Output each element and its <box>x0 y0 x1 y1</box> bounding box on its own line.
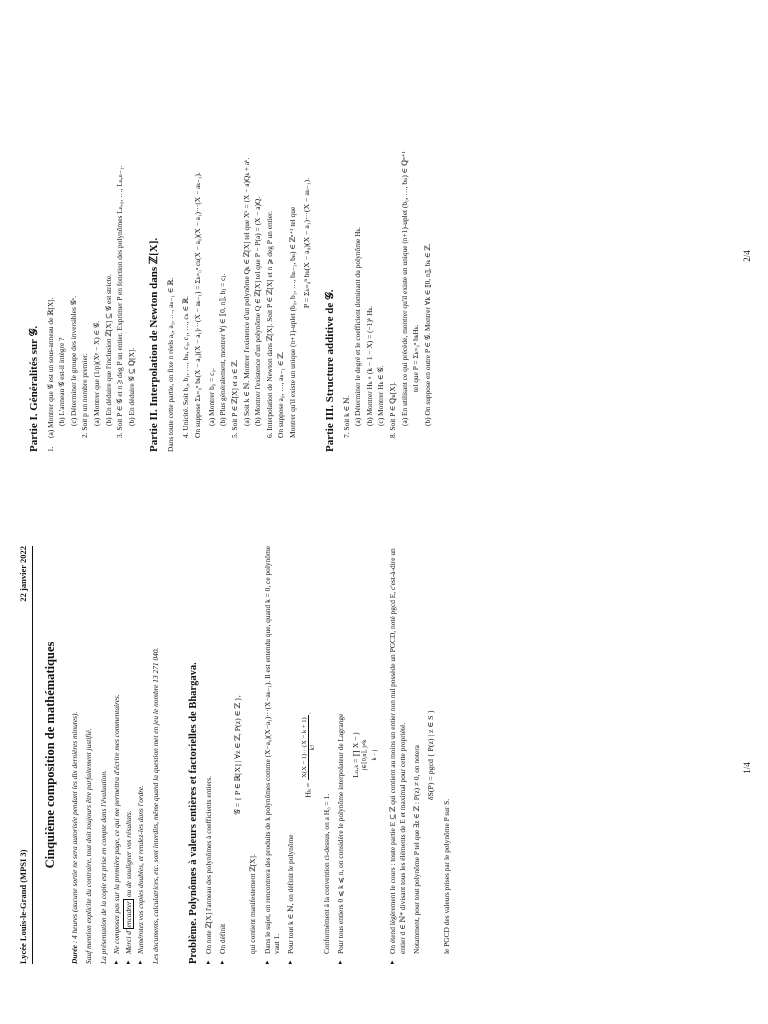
problem-title: Problème. Polynômes à valeurs entières et factorielles de Bhargava. <box>187 662 199 964</box>
question-3: 3. Soit P ∈ 𝒢 et n ⩾ deg P un entier. Exprimer P en fonction des polynômes Lₙ,₀, …, Lₙ,ₙ₋₁. <box>115 165 125 438</box>
subquestion: (a) Montrer que (1/p)(Xᵖ − X) ∈ 𝒢. <box>91 320 101 426</box>
question-text: (a) Montrer que 𝒢 est un sous-anneau de ℝ[X]. <box>45 297 55 438</box>
newton-formula: P = Σₖ₌₀ⁿ bₖ(X − a₀)(X − a₁)···(X − aₖ₋₁). <box>302 177 312 309</box>
rules-list <box>112 546 145 964</box>
page-number: 1/4 <box>742 762 752 774</box>
page-header <box>18 546 33 964</box>
part-2-intro: Dans toute cette partie, on fixe n réels a₀, a₁, …, aₙ₋₁ ∈ ℝ. <box>165 277 175 452</box>
Hk-lhs: Hₖ = <box>302 782 312 798</box>
subquestion: (b) On suppose en outre P ∈ 𝒢. Montrer ∀k ∈ ⟦0, n⟧, bₖ ∈ ℤ. <box>422 243 432 426</box>
subquestion: (a) En utilisant ce qui précède, montrer qu'il existe un unique (n+1)-uplet (b₀, …, bₙ) ∈ ℚⁿ⁺¹ <box>399 151 409 426</box>
rule-item: ▸ Ne composez pas sur la première page, ce qui me permettra d'écrire mes commentaires. <box>112 546 122 964</box>
subquestion: (a) Déterminer le degré et le coefficient dominant du polynôme Hₖ. <box>353 227 363 426</box>
presentation-note: La présentation de la copie est prise en compte dans l'évaluation. <box>98 770 108 964</box>
subquestion-continuation: tel que P = Σₖ₌₀ⁿ bₖHₖ. <box>411 324 421 392</box>
subquestion: (b) En déduire 𝒢 ⊆ ℚ[X]. <box>126 347 136 426</box>
subquestion: (c) Montrer Hₖ ∈ 𝒢. <box>376 365 386 426</box>
Lnk-denominator: k − j <box>371 749 378 761</box>
duration-text: : 4 heures (aucune sortie ne sera autorisée pendant les dix dernières minutes). <box>69 711 79 946</box>
problem-bullet: ▸ On note ℤ[X] l'anneau des polynômes à coefficients entiers. <box>204 546 214 964</box>
subquestion: (a) Soit k ∈ ℕ. Montrer l'existence d'un polynôme Qₖ ∈ ℤ[X] tel que Xᵏ = (X − a)Qₖ + aᵏ. <box>241 157 251 426</box>
definition-delta: δS(P) = pgcd { P(z) | z ∈ S } <box>426 709 436 801</box>
definition-Hk: Hₖ = X(X − 1)···(X − k + 1) k! . <box>300 712 316 798</box>
pgcd-remark: le PGCD des valeurs prises par le polynôme P sur S. <box>441 798 451 954</box>
part-3-title: Partie III. Structure additive de 𝒢. <box>324 289 337 452</box>
problem-bullet: ▸ On définit <box>218 546 228 964</box>
subquestion: (b) Plus généralement, montrer ∀j ∈ ⟦0, n⟧, bⱼ = cⱼ. <box>218 273 228 426</box>
part-2-title: Partie II. Interpolation de Newton dans ℤ[X]. <box>148 237 161 452</box>
documents-note: Les documents, calculatrices, etc. sont interdits, même quand la question met en jeu le nombre 13 271 040. <box>151 647 161 964</box>
problem-bullet: ▸ On étend légèrement le cours : toute partie E ⊆ ℤ qui contient au moins un entier non nul possède un PGCD, noté pgcd E, c'est-à-dire un entier d ∈ ℕ* divisant tous les éléments de E et maximal pour cette propriété. <box>388 546 407 964</box>
question-1 <box>46 34 56 452</box>
problem-bullet: ▸ Pour tout k ∈ ℕ, on définit le polynôme <box>286 546 296 964</box>
rule-item <box>124 546 134 964</box>
question-4-assumption: On suppose Σₖ₌₀ⁿ bₖ(X − a₀)(X − a₁)···(X − aₖ₋₁) = Σₖ₌₀ⁿ cₖ(X − a₀)(X − a₁)···(X − aₖ₋₁). <box>193 172 203 438</box>
Hk-fraction <box>301 715 316 780</box>
subquestion: (b) Montrer l'existence d'un polynôme Q ∈ ℤ[X] tel que P − P(a) = (X − a)Q. <box>253 196 263 426</box>
Hk-convention: Conformément à la convention ci-dessus, on a H₀ = 1. <box>321 793 331 954</box>
question-4: 4. Unicité. Soit b₀, b₁, …, bₙ, c₀, c₁, …, cₙ ∈ ℝ. <box>180 295 190 438</box>
rule-text: Merci d' <box>123 929 133 954</box>
question-2: 2. Soit p un nombre premier. <box>80 353 90 438</box>
subquestion: (b) En déduire que l'inclusion ℤ[X] ⊆ 𝒢 est stricte. <box>103 274 113 426</box>
definition-Lnk <box>351 546 381 964</box>
subquestion: (a) Montrer b₀ = c₀. <box>206 368 216 426</box>
question-8: 8. Soit P ∈ ℚₙ[X]. <box>388 382 398 438</box>
Lnk-subscript: j∈⟦0,n⟧, j≠k <box>362 739 369 771</box>
rule-item: ▸ Numérotez vos copies doubles, et rendez-les dans l'ordre. <box>136 546 146 964</box>
page-number: 2/4 <box>742 250 752 262</box>
exam-title: Cinquième composition de mathématiques <box>43 641 57 869</box>
subquestion: (c) Déterminer le groupe des inversibles 𝒢ˣ. <box>68 296 78 426</box>
question-6-statement: Montrer qu'il existe un unique (n+1)-uplet (b₀, b₁, …, bₙ₋₁, bₙ) ∈ ℤⁿ⁺¹ tel que <box>287 206 297 438</box>
subquestion: (b) L'anneau 𝒢 est-il intègre ? <box>57 337 67 426</box>
page-2-body <box>30 34 434 452</box>
definition-G: 𝒢 = { P ∈ ℝ[X] | ∀z ∈ ℤ, P(z) ∈ ℤ }, <box>232 695 242 815</box>
rule-text: ou de souligner vos résultats. <box>123 810 133 900</box>
problem-bullet: ▸ Pour tous entiers 0 ⩽ k ⩽ n, on considère le polynôme interpolateur de Lagrange <box>336 546 346 964</box>
duration-line <box>70 546 80 964</box>
pgcd-intro: Notamment, pour tout polynôme P tel que ∃z ∈ ℤ : P(z) ≠ 0, on notera <box>411 745 421 954</box>
boxed-word: encadrer <box>123 901 133 928</box>
question-6: 6. Interpolation de Newton dans ℤ[X]. Soit P ∈ ℤ[X] et n ⩾ deg P un entier. <box>264 211 274 438</box>
Hk-numerator: X(X − 1)···(X − k + 1) <box>300 717 308 778</box>
Lnk-formula: Lₙ,ₖ = ∏ X − j <box>350 732 360 778</box>
definition-remark: qui contient manifestement ℤ[X]. <box>248 854 258 954</box>
header-school: Lycée Louis-le-Grand (MPSI 3) <box>18 849 28 964</box>
header-date: 22 janvier 2022 <box>18 546 28 602</box>
part-1-title: Partie I. Généralités sur 𝒢. <box>28 325 40 452</box>
question-number: 1. <box>45 446 55 452</box>
page-1 <box>0 512 768 1024</box>
problem-bullet: ▸ Dans le sujet, on rencontrera des produits de k polynômes comme (X−a₀)(X−a₁)···(X−aₖ₋₁). Il est entendu que, quand k = 0, ce polynôme vaut 1. <box>263 546 282 964</box>
page-1-body <box>40 546 456 964</box>
duration-label: Durée <box>69 945 79 964</box>
question-5: 5. Soit P ∈ ℤ[X] et a ∈ ℤ. <box>229 359 239 438</box>
Hk-denominator: k! <box>308 744 316 751</box>
justification-note: Sauf mention explicite du contraire, tout doit toujours être parfaitement justifié. <box>84 728 94 964</box>
question-6-assumption: On suppose a₀, …, aₙ₋₁ ∈ ℤ. <box>276 351 286 438</box>
subquestion: (b) Montrer Hₖ ∘ (k − 1 − X) = (−1)ᵏ Hₖ. <box>364 306 374 426</box>
question-7: 7. Soit k ∈ ℕ. <box>341 395 351 438</box>
